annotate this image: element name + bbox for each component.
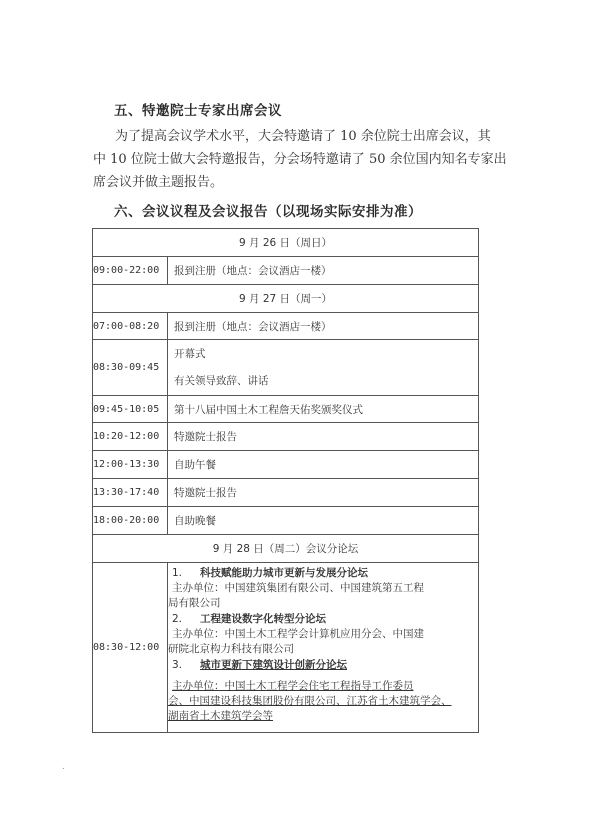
time-cell: 09:45-10:05 (93, 396, 168, 423)
activity-cell: 第十八届中国土木工程詹天佑奖颁奖仪式 (168, 396, 479, 423)
activity-cell: 自助午餐 (168, 451, 479, 479)
time-cell: 08:30-12:00 (93, 563, 168, 733)
forum-host-line: 会、中国建设科技集团股份有限公司、江苏省土木建筑学会、 (168, 695, 452, 707)
time-cell: 08:30-09:45 (93, 340, 168, 396)
table-row (93, 451, 479, 479)
date-cell: 9 月 28 日（周二）会议分论坛 (93, 535, 479, 563)
forum-title: 2. 工程建设数字化转型分论坛 (172, 613, 326, 625)
activity-cell (168, 340, 479, 396)
table-row (93, 313, 479, 340)
forum-host-line: 主办单位：中国建筑集团有限公司、中国建筑第五工程 (172, 582, 424, 594)
date-row (93, 535, 479, 563)
forum-host-line: 主办单位：中国土木工程学会计算机应用分会、中国建 (172, 628, 424, 640)
forum-host-line: 湖南省土木建筑学会等 (168, 710, 273, 722)
time-cell: 09:00-22:00 (93, 257, 168, 285)
table-row (93, 396, 479, 423)
activity-cell: 特邀院士报告 (168, 479, 479, 507)
table-row (93, 507, 479, 535)
table-row (93, 479, 479, 507)
forum-title: 1. 科技赋能助力城市更新与发展分论坛 (172, 567, 368, 579)
table-row (93, 563, 479, 733)
date-row (93, 285, 479, 313)
section-5-title: 五、特邀院士专家出席会议 (114, 103, 282, 119)
date-row (93, 229, 479, 257)
table-row (93, 340, 479, 396)
paragraph-line: 为了提高会议学术水平，大会特邀请了 10 余位院士出席会议，其 (115, 129, 491, 144)
paragraph-line: 席会议并做主题报告。 (93, 175, 224, 190)
paragraph-line: 中 10 位院士做大会特邀报告，分会场特邀请了 50 余位国内知名专家出 (93, 152, 507, 167)
forum-host-line: 研院北京构力科技有限公司 (168, 643, 294, 655)
scan-mark: . (62, 762, 65, 772)
activity-cell: 报到注册（地点：会议酒店一楼） (168, 313, 479, 340)
activity-cell: 自助晚餐 (168, 507, 479, 535)
forum-title: 3. 城市更新下建筑设计创新分论坛 (172, 659, 347, 671)
date-cell: 9 月 27 日（周一） (93, 285, 479, 313)
forum-host-line: 主办单位：中国土木工程学会住宅工程指导工作委员 (172, 680, 414, 692)
activity-line: 开幕式 (174, 347, 206, 360)
activity-cell: 报到注册（地点：会议酒店一楼） (168, 257, 479, 285)
activity-cell: 特邀院士报告 (168, 423, 479, 451)
time-cell: 10:20-12:00 (93, 423, 168, 451)
time-cell: 12:00-13:30 (93, 451, 168, 479)
table-row (93, 257, 479, 285)
time-cell: 18:00-20:00 (93, 507, 168, 535)
forum-host-line: 局有限公司 (168, 597, 221, 609)
schedule-table (92, 228, 479, 733)
activity-line: 有关领导致辞、讲话 (174, 374, 269, 387)
time-cell: 07:00-08:20 (93, 313, 168, 340)
table-row (93, 423, 479, 451)
time-cell: 13:30-17:40 (93, 479, 168, 507)
section-5-paragraph (93, 125, 507, 194)
section-6-title: 六、会议议程及会议报告（以现场实际安排为准） (114, 204, 422, 220)
date-cell: 9 月 26 日（周日） (93, 229, 479, 257)
forum-cell (168, 563, 479, 733)
